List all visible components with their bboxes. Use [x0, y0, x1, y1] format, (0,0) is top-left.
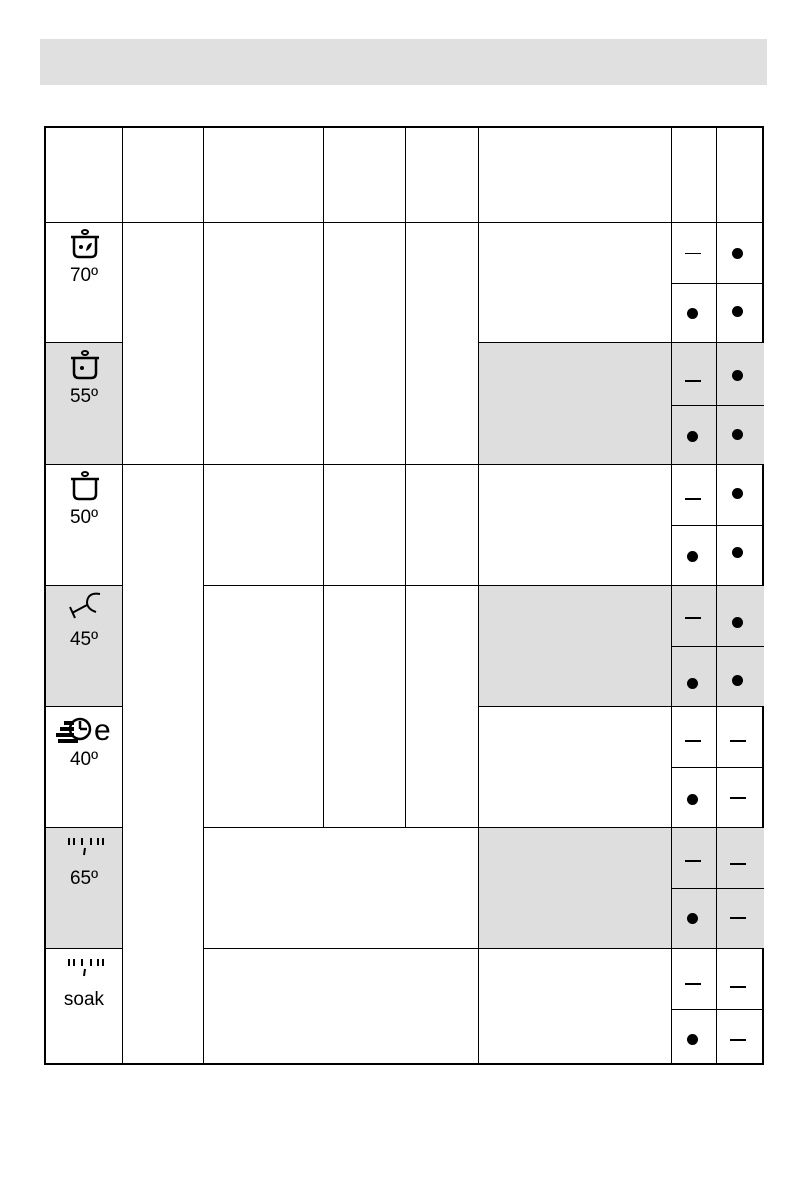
program-table: [44, 126, 764, 1065]
option-mark-dash: [730, 797, 746, 799]
option-mark-dot: [732, 248, 743, 259]
row-divider: [203, 585, 764, 586]
subrow-divider: [671, 888, 764, 889]
row-divider: [46, 827, 122, 828]
grid-vline: [323, 128, 324, 827]
option-mark-dot: [687, 308, 698, 319]
row-divider: [46, 464, 764, 465]
program-temp-eco: 50º: [69, 507, 99, 528]
option-mark-dash: [685, 860, 701, 862]
option-mark-dash: [730, 740, 746, 742]
option-mark-dash: [730, 986, 746, 988]
grid-vline: [122, 128, 123, 1065]
option-mark-dot: [732, 488, 743, 499]
option-mark-dot: [687, 431, 698, 442]
program-temp-express: 40º: [69, 749, 99, 770]
quick-clock-eco-icon: [56, 713, 116, 745]
grid-vline: [478, 128, 479, 1065]
option-mark-dash: [685, 498, 701, 500]
option-mark-dot: [687, 1034, 698, 1045]
pot-with-leaf-icon: [66, 228, 104, 262]
spray-icon: [66, 834, 106, 860]
program-temp-normal: 55º: [69, 386, 99, 407]
option-mark-dash: [730, 917, 746, 919]
subrow-divider: [671, 1009, 764, 1010]
wine-glass-icon: [66, 590, 106, 620]
option-mark-dot: [732, 429, 743, 440]
svg-text:e: e: [94, 714, 111, 745]
option-mark-dot: [687, 913, 698, 924]
subrow-divider: [671, 767, 764, 768]
row-divider: [478, 706, 764, 707]
pot-with-dot-icon: [66, 349, 104, 383]
option-mark-dash: [685, 253, 701, 254]
row-divider: [46, 948, 122, 949]
subrow-divider: [671, 646, 764, 647]
header-divider: [46, 222, 764, 223]
grid-vline: [405, 128, 406, 827]
option-mark-dot: [687, 678, 698, 689]
subrow-divider: [671, 405, 764, 406]
program-temp-rinse: 65º: [69, 868, 99, 889]
option-mark-dot: [687, 551, 698, 562]
grid-vline: [716, 128, 717, 1065]
option-mark-dash: [685, 740, 701, 742]
option-mark-dot: [732, 370, 743, 381]
option-mark-dot: [732, 306, 743, 317]
option-mark-dash: [685, 617, 701, 619]
row-divider: [478, 342, 764, 343]
option-mark-dot: [687, 794, 698, 805]
grid-vline: [203, 128, 204, 1065]
spray-icon: [66, 955, 106, 981]
option-mark-dash: [685, 380, 701, 382]
subrow-divider: [671, 525, 764, 526]
option-mark-dash: [685, 983, 701, 985]
row-divider: [203, 827, 764, 828]
row-divider: [46, 706, 122, 707]
option-mark-dash: [730, 863, 746, 865]
option-mark-dot: [732, 617, 743, 628]
option-mark-dash: [730, 1039, 746, 1041]
subrow-divider: [671, 283, 764, 284]
option-mark-dot: [732, 547, 743, 558]
row-divider: [46, 342, 122, 343]
pot-icon: [66, 470, 104, 504]
option-mark-dot: [732, 675, 743, 686]
row-divider: [203, 948, 764, 949]
program-temp-intensive: 70º: [69, 265, 99, 286]
shade-normal-options: [479, 342, 764, 464]
program-temp-soak: soak: [63, 989, 105, 1010]
section-title-bar: [40, 39, 767, 85]
row-divider: [46, 585, 122, 586]
grid-vline: [671, 128, 672, 1065]
program-temp-delicate: 45º: [69, 629, 99, 650]
